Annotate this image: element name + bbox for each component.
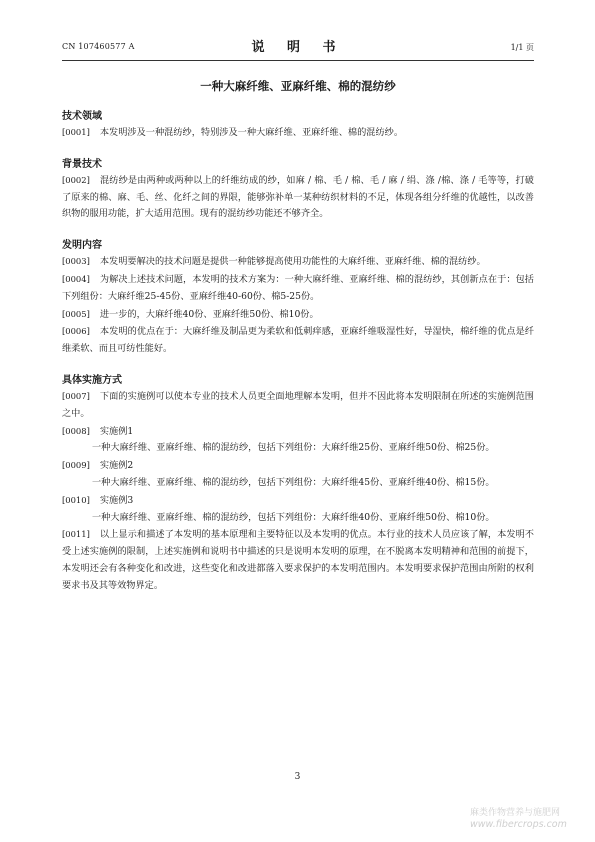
paragraph-number: [0008] <box>62 425 90 436</box>
paragraph-text: 本发明的优点在于：大麻纤维及制品更为柔软和低刺痒感，亚麻纤维吸湿性好，导湿快，棉纤维的优点是纤维柔软、而且可纺性能好。 <box>62 326 534 355</box>
page-count: 1/1 页 <box>510 43 534 52</box>
document-title: 一种大麻纤维、亚麻纤维、棉的混纺纱 <box>200 79 396 93</box>
section-heading-field: 技术领域 <box>62 111 102 122</box>
paragraph-number: [0004] <box>62 273 90 284</box>
paragraph-text: 混纺纱是由两种或两种以上的纤维纺成的纱，如麻 / 棉、毛 / 棉、毛 / 麻 / 绢、涤 /棉、涤 / 毛等等，打破了原来的棉、麻、毛、丝、化纤之间的界限，能够弥补单一某种纺织材料的不足，体现各组分纤维的优越性，以改善织物的服用功能，扩大适用范围。现有的混纺纱功能还不够齐全。 <box>62 174 534 220</box>
paragraph-text: 本发明涉及一种混纺纱，特别涉及一种大麻纤维、亚麻纤维、棉的混纺纱。 <box>99 127 404 138</box>
paragraph-0008 <box>62 423 534 441</box>
paragraph-number: [0011] <box>62 529 90 540</box>
paragraph-number: [0006] <box>62 326 90 337</box>
paragraph-number: [0001] <box>62 127 90 137</box>
example-text: 一种大麻纤维、亚麻纤维、棉的混纺纱，包括下列组份：大麻纤维45份、亚麻纤维40份、棉15份。 <box>92 476 495 488</box>
example-text: 一种大麻纤维、亚麻纤维、棉的混纺纱，包括下列组份：大麻纤维25份、亚麻纤维50份、棉25份。 <box>92 442 495 454</box>
example-label: 实施例3 <box>99 494 134 506</box>
paragraph-text: 为解决上述技术问题，本发明的技术方案为：一种大麻纤维、亚麻纤维、棉的混纺纱，其创新点在于：包括下列组份：大麻纤维25-45份、亚麻纤维40-60份、棉5-25份。 <box>62 273 534 302</box>
paragraph-0003 <box>62 253 534 271</box>
example-label: 实施例1 <box>99 425 134 437</box>
paragraph-text: 下面的实施例可以使本专业的技术人员更全面地理解本发明，但并不因此将本发明限制在所述的实施例范围之中。 <box>62 390 534 419</box>
paragraph-text: 进一步的，大麻纤维40份、亚麻纤维50份、棉10份。 <box>99 308 319 320</box>
paragraph-text: 以上显示和描述了本发明的基本原理和主要特征以及本发明的优点。本行业的技术人员应该了解，本发明不受上述实施例的限制，上述实施例和说明书中描述的只是说明本发明的原理，在不脱离本发明精神和范围的前提下，本发明还会有各种变化和改进，这些变化和改进都落入要求保护的本发明范围内。本发明要求保护范围由所附的权利要求书及其等效物界定。 <box>62 529 534 591</box>
paragraph-0001 <box>62 124 534 142</box>
doc-number: CN 107460577 A <box>62 42 135 51</box>
paragraph-number: [0002] <box>62 174 90 185</box>
section-heading-background: 背景技术 <box>62 158 102 170</box>
paragraph-0006 <box>62 323 534 358</box>
paragraph-0005 <box>62 306 534 324</box>
section-heading-embodiment: 具体实施方式 <box>62 374 122 386</box>
paragraph-text: 本发明要解决的技术问题是提供一种能够提高使用功能性的大麻纤维、亚麻纤维、棉的混纺纱。 <box>99 256 486 268</box>
page-number: 3 <box>294 772 301 782</box>
paragraph-0009 <box>62 457 534 475</box>
watermark-line2: www.fibercrops.com <box>470 819 567 830</box>
watermark-line1: 麻类作物营养与施肥网 <box>470 808 561 818</box>
section-heading-summary: 发明内容 <box>62 240 102 252</box>
paragraph-number: [0007] <box>62 390 90 401</box>
paragraph-0004 <box>62 271 534 306</box>
example-label: 实施例2 <box>99 460 134 472</box>
header-divider <box>62 60 534 61</box>
doc-type: 说 明 书 <box>251 40 345 55</box>
paragraph-number: [0009] <box>62 460 90 471</box>
example-text: 一种大麻纤维、亚麻纤维、棉的混纺纱，包括下列组份：大麻纤维40份、亚麻纤维50份、棉10份。 <box>92 511 495 523</box>
paragraph-0011 <box>62 526 534 594</box>
paragraph-0002 <box>62 172 534 223</box>
paragraph-number: [0010] <box>62 494 90 505</box>
paragraph-number: [0003] <box>62 256 90 267</box>
paragraph-number: [0005] <box>62 308 90 319</box>
paragraph-0010 <box>62 492 534 510</box>
watermark <box>470 808 595 830</box>
document-body <box>62 110 534 595</box>
page-header <box>62 36 534 56</box>
paragraph-0007 <box>62 388 534 423</box>
